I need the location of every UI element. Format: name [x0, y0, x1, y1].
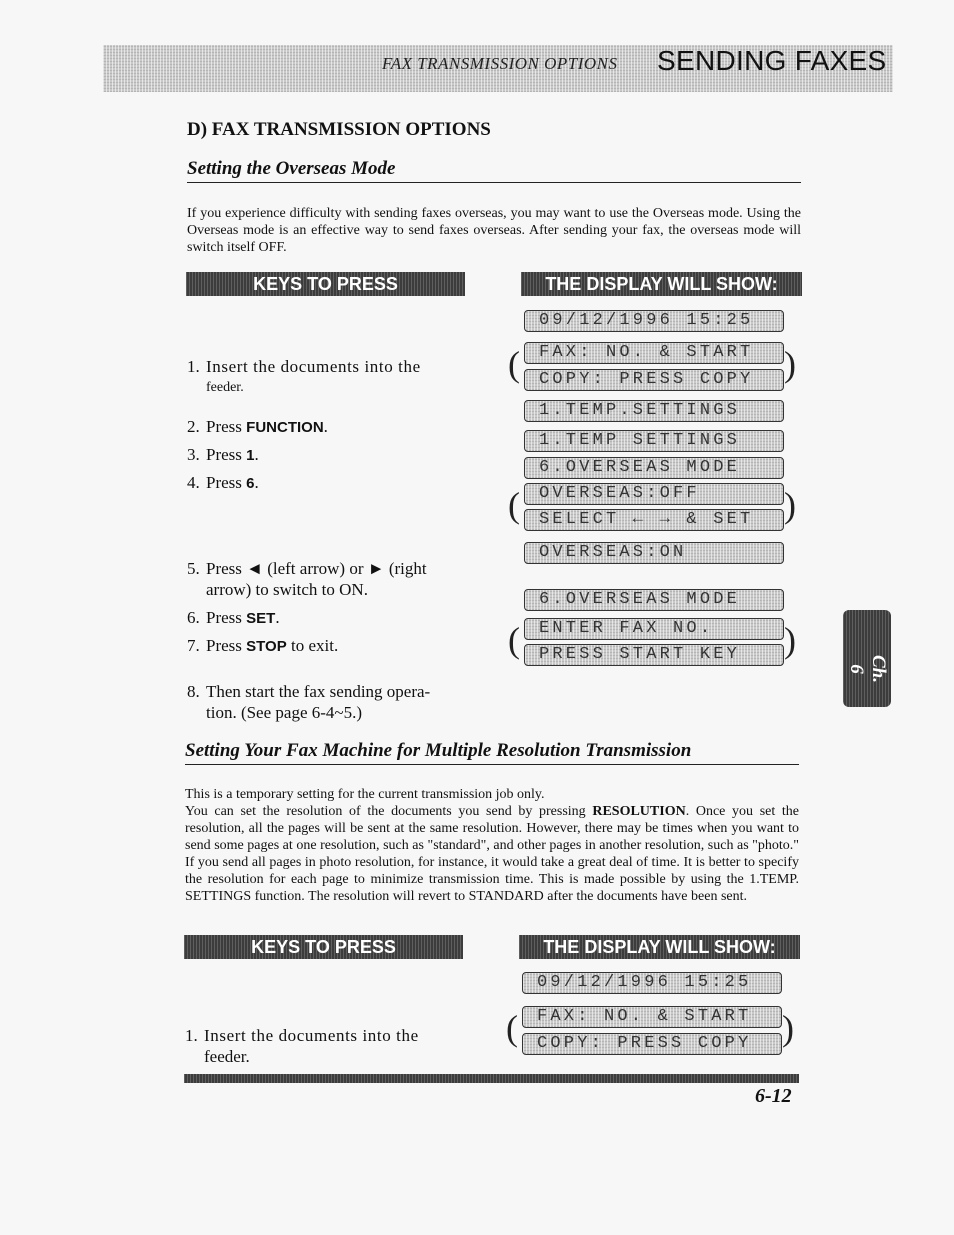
step-2: 2. Press FUNCTION.	[187, 417, 328, 436]
key-1-label: 1	[246, 447, 255, 464]
overseas-paragraph: If you experience difficulty with sending faxes overseas, you may want to use the Overseas mode. Using the Overseas mode is an effective way to send faxes overseas. After sending your fax, the overseas mode will switch itself OFF.	[187, 206, 801, 255]
resolution-step-1: 1. Insert the documents into the feeder.	[185, 1026, 419, 1066]
lcd-overseas-on: OVERSEAS:ON	[524, 542, 784, 564]
display-will-show-label: THE DISPLAY WILL SHOW:	[519, 935, 800, 959]
stop-key-label: STOP	[246, 638, 287, 655]
lcd-press-start-key: PRESS START KEY	[524, 644, 784, 666]
section-title: D) FAX TRANSMISSION OPTIONS	[187, 119, 491, 140]
alternate-bracket-right: )	[784, 344, 796, 384]
page-number: 6-12	[755, 1085, 792, 1107]
alternate-bracket-left: (	[508, 344, 520, 384]
header-section-title: FAX TRANSMISSION OPTIONS	[382, 54, 618, 73]
step-5: 5. Press ◄ (left arrow) or ► (right arrow) to switch to ON.	[187, 559, 427, 599]
alternate-bracket-right: )	[782, 1008, 794, 1048]
keys-to-press-label: KEYS TO PRESS	[186, 272, 465, 296]
step-4: 4. Press 6.	[187, 473, 259, 492]
function-key-label: FUNCTION	[246, 419, 324, 436]
step-3: 3. Press 1.	[187, 445, 259, 464]
step-7: 7. Press STOP to exit.	[187, 636, 339, 655]
set-key-label: SET	[246, 610, 276, 627]
alternate-bracket-right: )	[784, 485, 796, 525]
lcd-copy-press-copy: COPY: PRESS COPY	[522, 1033, 782, 1055]
alternate-bracket-left: (	[508, 620, 520, 660]
chapter-tab: Ch. 6	[843, 610, 891, 707]
key-6-label: 6	[246, 475, 255, 492]
keys-to-press-label: KEYS TO PRESS	[184, 935, 463, 959]
lcd-overseas-mode: 6.OVERSEAS MODE	[524, 457, 784, 479]
resolution-subheading: Setting Your Fax Machine for Multiple Resolution Transmission	[185, 740, 799, 765]
lcd-overseas-mode-2: 6.OVERSEAS MODE	[524, 589, 784, 611]
header-chapter-title: SENDING FAXES	[657, 45, 887, 76]
step-1: 1. Insert the documents into the feeder.	[187, 357, 421, 395]
lcd-overseas-off: OVERSEAS:OFF	[524, 483, 784, 505]
lcd-copy-press-copy: COPY: PRESS COPY	[524, 369, 784, 391]
lcd-select-set: SELECT ← → & SET	[524, 509, 784, 531]
footer-rule	[184, 1074, 799, 1083]
lcd-date-time: 09/12/1996 15:25	[524, 310, 784, 332]
resolution-paragraph: This is a temporary setting for the current transmission job only. You can set the resolution of the documents you send by pressing RESOLUTION. Once you set the resolution, all the pages will be sent at the same resolution. However, there may be times when you want to send some pages at one resolution, such as "standard", and other pages in another resolution, such as "photo." If you send all pages in photo resolution, for instance, it would take a great deal of time. It is better to specify the resolution for each page to minimize transmission time. This is made possible by using the 1.TEMP. SETTINGS function. The resolution will revert to STANDARD after the documents have been sent.	[185, 787, 799, 904]
alternate-bracket-right: )	[784, 620, 796, 660]
overseas-subheading: Setting the Overseas Mode	[187, 158, 801, 183]
lcd-fax-no-start: FAX: NO. & START	[524, 342, 784, 364]
lcd-temp-settings: 1.TEMP.SETTINGS	[524, 400, 784, 422]
display-will-show-label: THE DISPLAY WILL SHOW:	[521, 272, 802, 296]
step-8: 8. Then start the fax sending opera- tion. (See page 6-4~5.)	[187, 682, 431, 722]
resolution-key-label: RESOLUTION	[592, 804, 686, 819]
step-6: 6. Press SET.	[187, 608, 280, 627]
lcd-enter-fax-no: ENTER FAX NO.	[524, 618, 784, 640]
lcd-date-time: 09/12/1996 15:25	[522, 972, 782, 994]
alternate-bracket-left: (	[508, 485, 520, 525]
lcd-temp-settings-2: 1.TEMP SETTINGS	[524, 430, 784, 452]
lcd-fax-no-start: FAX: NO. & START	[522, 1006, 782, 1028]
alternate-bracket-left: (	[506, 1008, 518, 1048]
